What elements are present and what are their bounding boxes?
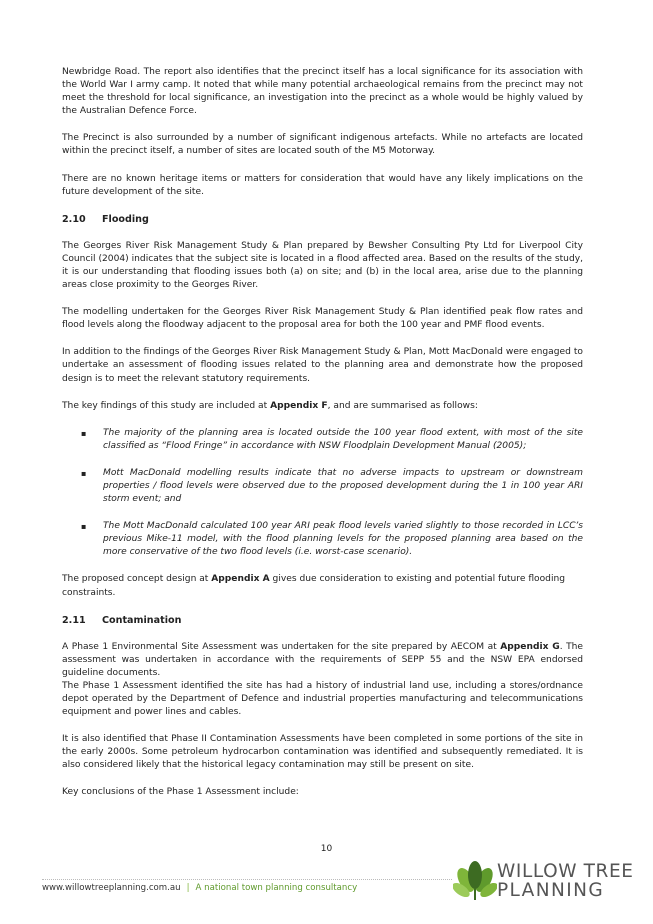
paragraph (62, 641, 583, 680)
paragraph: There are no known heritage items or matters for consideration that would have any likely implications on the future development of the site. (62, 173, 583, 197)
bullet-icon: ▪ (81, 468, 87, 478)
findings-list (62, 427, 583, 560)
list-item (62, 427, 583, 453)
section-number: 2.11 (62, 614, 86, 626)
paragraph: Key conclusions of the Phase 1 Assessment include: (62, 787, 299, 798)
paragraph: The modelling undertaken for the Georges River Risk Management Study & Plan identified peak flow rates and flood levels along the floodway adjacent to the proposal area for both the 100 year and PMF flood events. (62, 307, 583, 331)
list-item (62, 467, 583, 506)
company-logo (453, 860, 634, 904)
section-title: Contamination (102, 614, 182, 626)
logo-text-line2: PLANNING (497, 880, 605, 901)
paragraph (62, 573, 583, 599)
appendix-reference: Appendix A (211, 574, 270, 585)
footer (42, 883, 357, 893)
list-item-text: The Mott MacDonald calculated 100 year ARI peak flood levels varied slightly to those recorded in LCC’s previous Mike-11 model, with the flood planning levels for the proposed planning area based on the more conservative of the two flood levels (i.e. worst-case scenario). (103, 521, 583, 558)
list-item-text: Mott MacDonald modelling results indicate that no adverse impacts to upstream or downstream properties / flood levels were observed due to the proposed development during the 1 in 100 year ARI storm event; and (103, 467, 583, 505)
list-item-text: The majority of the planning area is located outside the 100 year flood extent, with most of the site classified as “Flood Fringe” in accordance with NSW Floodplain Development Manual (2005); (103, 427, 583, 451)
logo-text-line1: WILLOW TREE (497, 861, 634, 882)
appendix-reference: Appendix G (500, 641, 560, 652)
text-run: A Phase 1 Environmental Site Assessment was undertaken for the site prepared by AECOM at (62, 641, 501, 652)
text-run: gives due consideration to existing and potential future flooding constraints. (62, 574, 566, 598)
document-body (62, 66, 583, 814)
footer-divider (42, 879, 452, 880)
paragraph: The Precinct is also surrounded by a number of significant indigenous artefacts. While no artefacts are located within the precinct itself, a number of sites are located south of the M5 Motorway. (62, 133, 583, 157)
bullet-icon: ▪ (81, 522, 87, 532)
appendix-reference: Appendix F (270, 400, 328, 411)
section-number: 2.10 (62, 213, 86, 225)
page-number: 10 (320, 844, 333, 854)
list-item (62, 520, 583, 559)
text-run: The key findings of this study are included at (62, 400, 271, 411)
text-run: The proposed concept design at (62, 574, 212, 585)
tree-icon (453, 860, 497, 904)
paragraph: The Phase 1 Assessment identified the site has had a history of industrial land use, including a stores/ordnance depot operated by the Department of Defence and industrial properties manufacturing and telecommunications equipment and power lines and cables. (62, 680, 583, 718)
paragraph: In addition to the findings of the Georges River Risk Management Study & Plan, Mott MacDonald were engaged to undertake an assessment of flooding issues related to the planning area and demonstrate how the proposed design is to meet the relevant statutory requirements. (62, 347, 583, 384)
section-title: Flooding (102, 213, 149, 225)
bullet-icon: ▪ (81, 428, 87, 438)
footer-url[interactable]: www.willowtreeplanning.com.au (42, 883, 181, 893)
paragraph: Newbridge Road. The report also identifies that the precinct itself has a local significance for its association with the World War I army camp. It noted that while many potential archaeological remains from the precinct may not meet the threshold for local significance, an investigation into the precinct as a whole would be highly valued by the Australian Defence Force. (62, 67, 583, 117)
text-run: . The assessment was undertaken in accordance with the requirements of SEPP 55 and the NSW EPA endorsed guideline documents. (62, 641, 583, 678)
section-heading-flooding (62, 213, 583, 226)
paragraph: The Georges River Risk Management Study & Plan prepared by Bewsher Consulting Pty Ltd for Liverpool City Council (2004) indicates that the subject site is located in a flood affected area. Based on the results of the study, it is our understanding that flooding issues both (a) on site; and (b) in the local area, arise due to the planning areas close proximity to the Georges River. (62, 240, 583, 291)
footer-separator: | (186, 883, 190, 893)
section-heading-contamination (62, 614, 583, 627)
paragraph (62, 400, 583, 413)
paragraph: It is also identified that Phase II Contamination Assessments have been completed in some portions of the site in the early 2000s. Some petroleum hydrocarbon contamination was identified and subsequently remediated. It is also considered likely that the historical legacy contamination may still be present on site. (62, 734, 583, 771)
text-run: , and are summarised as follows: (327, 400, 478, 411)
footer-tagline: A national town planning consultancy (195, 883, 358, 893)
